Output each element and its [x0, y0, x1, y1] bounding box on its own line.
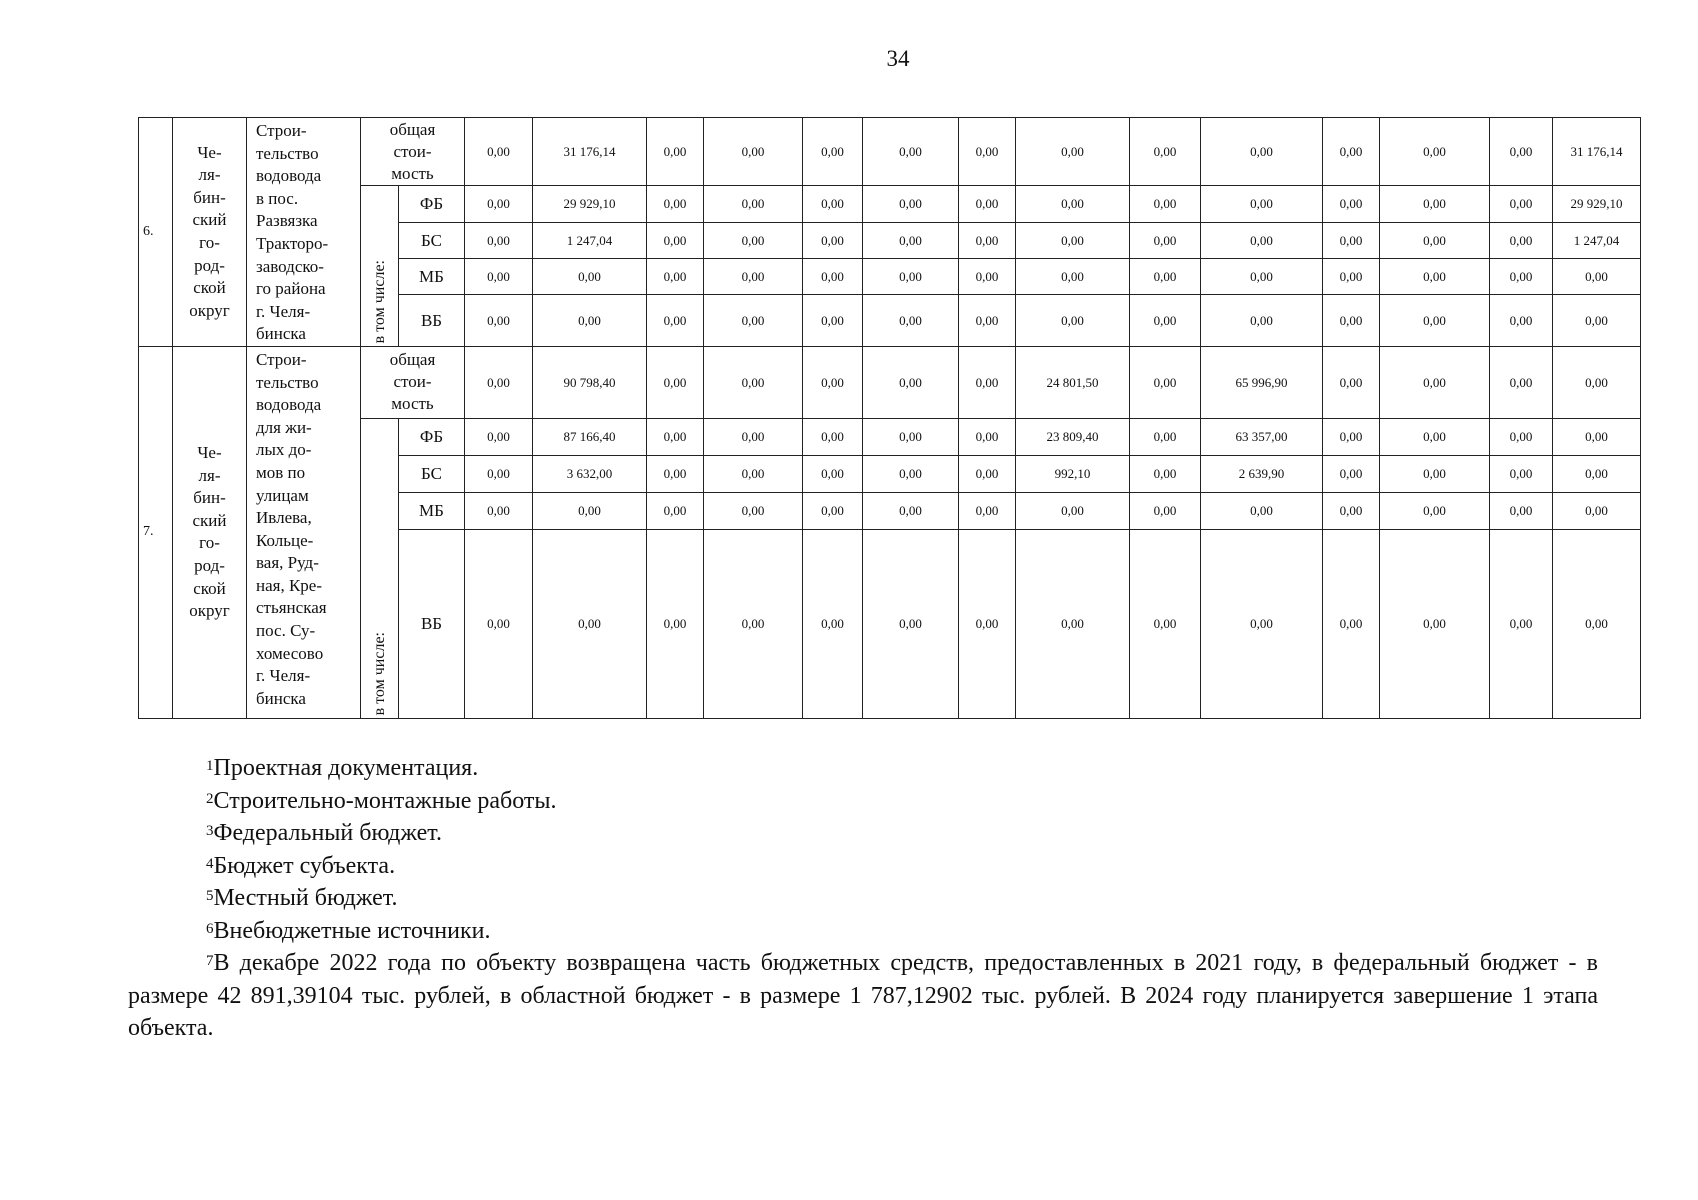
value-cell: 24 801,50: [1016, 346, 1130, 418]
municipality-cell: [173, 118, 247, 347]
value-cell: 0,00: [465, 258, 533, 294]
text-line: мость: [391, 163, 434, 183]
budget-code: ФБ: [399, 186, 465, 223]
value-cell: 0,00: [465, 418, 533, 455]
including-label: в том числе:: [370, 260, 388, 344]
value-cell: 0,00: [647, 418, 704, 455]
object-name-cell: [247, 118, 361, 347]
value-cell: 0,00: [465, 222, 533, 258]
value-cell: 0,00: [704, 294, 803, 346]
value-cell: 0,00: [959, 186, 1016, 223]
value-cell: 0,00: [959, 118, 1016, 186]
value-cell: 0,00: [1323, 294, 1380, 346]
value-cell: 0,00: [863, 186, 959, 223]
value-cell: 0,00: [647, 492, 704, 529]
value-cell: 0,00: [959, 492, 1016, 529]
value-cell: 0,00: [1323, 455, 1380, 492]
text-line: ской: [193, 278, 226, 298]
text-line: улицам: [256, 485, 309, 505]
value-cell: 0,00: [1380, 222, 1490, 258]
text-line: род-: [194, 556, 225, 576]
value-cell: 0,00: [1490, 294, 1553, 346]
value-cell: 0,00: [863, 222, 959, 258]
value-cell: 0,00: [1201, 492, 1323, 529]
value-cell: 29 929,10: [533, 186, 647, 223]
value-cell: 0,00: [1130, 418, 1201, 455]
text-line: общая: [389, 350, 436, 370]
value-cell: 2 639,90: [1201, 455, 1323, 492]
text-line: округ: [189, 300, 230, 320]
value-cell: 23 809,40: [1016, 418, 1130, 455]
footnote-mark: 2: [206, 790, 214, 807]
value-cell: 1 247,04: [1553, 222, 1641, 258]
value-cell: 0,00: [647, 258, 704, 294]
value-cell: 0,00: [1016, 529, 1130, 718]
text-line: Развязка: [256, 211, 318, 231]
value-cell: 31 176,14: [1553, 118, 1641, 186]
text-line: ский: [192, 510, 227, 530]
including-label: в том числе:: [370, 632, 388, 716]
text-line: стьянская: [256, 598, 327, 618]
value-cell: 0,00: [465, 529, 533, 718]
text-line: го-: [199, 232, 220, 252]
value-cell: 0,00: [1323, 186, 1380, 223]
value-cell: 0,00: [1380, 455, 1490, 492]
value-cell: 0,00: [1380, 118, 1490, 186]
text-line: ная, Кре-: [256, 575, 323, 595]
text-line: лых до-: [256, 440, 312, 460]
text-line: Че-: [197, 443, 222, 463]
value-cell: 0,00: [647, 346, 704, 418]
text-line: для жи-: [256, 417, 312, 437]
budget-code: ВБ: [399, 529, 465, 718]
text-line: водовода: [256, 395, 322, 415]
value-cell: 0,00: [1380, 186, 1490, 223]
value-cell: 0,00: [704, 418, 803, 455]
value-cell: 31 176,14: [533, 118, 647, 186]
row-number: 6.: [139, 118, 173, 347]
text-line: мов по: [256, 462, 306, 482]
value-cell: 1 247,04: [533, 222, 647, 258]
value-cell: 0,00: [1130, 222, 1201, 258]
value-cell: 0,00: [1323, 346, 1380, 418]
text-line: заводско-: [256, 256, 324, 276]
value-cell: 0,00: [1016, 294, 1130, 346]
value-cell: 0,00: [465, 186, 533, 223]
value-cell: 0,00: [1380, 294, 1490, 346]
value-cell: 0,00: [1201, 294, 1323, 346]
text-line: стои-: [393, 141, 432, 161]
value-cell: 0,00: [863, 346, 959, 418]
value-cell: 0,00: [465, 346, 533, 418]
value-cell: 0,00: [1490, 258, 1553, 294]
footnote-mark: 7: [206, 953, 214, 969]
value-cell: 0,00: [1490, 222, 1553, 258]
object-name-cell: [247, 346, 361, 718]
value-cell: 0,00: [803, 222, 863, 258]
value-cell: 0,00: [1130, 294, 1201, 346]
value-cell: 0,00: [803, 294, 863, 346]
text-line: пос. Су-: [256, 621, 316, 641]
value-cell: 0,00: [704, 492, 803, 529]
value-cell: 0,00: [1490, 118, 1553, 186]
value-cell: 0,00: [863, 294, 959, 346]
value-cell: 0,00: [1380, 418, 1490, 455]
text-line: ский: [192, 210, 227, 230]
value-cell: 0,00: [465, 455, 533, 492]
footnote-mark: 1: [206, 758, 214, 774]
value-cell: 0,00: [1553, 418, 1641, 455]
value-cell: 0,00: [465, 492, 533, 529]
value-cell: 0,00: [863, 529, 959, 718]
text-line: ля-: [198, 165, 221, 185]
value-cell: 0,00: [1323, 418, 1380, 455]
value-cell: 0,00: [803, 346, 863, 418]
value-cell: 0,00: [1130, 346, 1201, 418]
value-cell: 0,00: [863, 418, 959, 455]
value-cell: 0,00: [1490, 186, 1553, 223]
footnote-mark: 4: [206, 855, 214, 872]
footnote: [128, 752, 1598, 785]
text-line: Че-: [197, 142, 222, 162]
footnote: [128, 850, 1598, 883]
text-line: род-: [194, 255, 225, 275]
footnote-text: Федеральный бюджет.: [213, 820, 442, 846]
text-line: бин-: [193, 187, 226, 207]
text-line: тельство: [256, 143, 319, 163]
footnotes: [128, 752, 1598, 1045]
table-row: [139, 418, 1641, 455]
budget-code: МБ: [399, 258, 465, 294]
footnote-mark: 3: [206, 823, 214, 839]
value-cell: 3 632,00: [533, 455, 647, 492]
text-line: г. Челя-: [256, 301, 311, 321]
value-cell: 0,00: [803, 492, 863, 529]
budget-code: БС: [399, 455, 465, 492]
footnote-text: Проектная документация.: [213, 755, 479, 781]
value-cell: 0,00: [533, 529, 647, 718]
value-cell: 0,00: [1490, 529, 1553, 718]
value-cell: 65 996,90: [1201, 346, 1323, 418]
value-cell: 0,00: [803, 418, 863, 455]
value-cell: 0,00: [959, 258, 1016, 294]
page-number: 34: [886, 46, 910, 71]
value-cell: 0,00: [1016, 186, 1130, 223]
value-cell: 0,00: [959, 455, 1016, 492]
value-cell: 0,00: [465, 118, 533, 186]
value-cell: 90 798,40: [533, 346, 647, 418]
row-number: 7.: [139, 346, 173, 718]
value-cell: 0,00: [647, 118, 704, 186]
total-cost-label: [361, 118, 465, 186]
value-cell: 0,00: [1323, 529, 1380, 718]
value-cell: 0,00: [1490, 455, 1553, 492]
value-cell: 0,00: [1323, 492, 1380, 529]
value-cell: 0,00: [1130, 529, 1201, 718]
investment-table: [138, 117, 1641, 719]
value-cell: 0,00: [647, 222, 704, 258]
value-cell: 0,00: [1323, 258, 1380, 294]
value-cell: 0,00: [704, 455, 803, 492]
value-cell: 0,00: [1553, 294, 1641, 346]
value-cell: 63 357,00: [1201, 418, 1323, 455]
footnote-text: Бюджет субъекта.: [213, 852, 396, 879]
value-cell: 0,00: [533, 492, 647, 529]
text-line: стои-: [393, 372, 432, 392]
text-line: ской: [193, 578, 226, 598]
value-cell: 0,00: [959, 222, 1016, 258]
value-cell: 0,00: [1016, 222, 1130, 258]
footnote-text: В декабре 2022 года по объекту возвращена часть бюджетных средств, предоставленных в 2021 году, в федеральный бюджет - в размере 42 891,39104 тыс. рублей, в областной бюджет - в размере 1 787,12902 тыс. рублей. В 2024 году планируется завершение 1 этапа объекта.: [128, 950, 1598, 1041]
value-cell: 0,00: [704, 529, 803, 718]
text-line: округ: [189, 601, 230, 621]
text-line: вая, Руд-: [256, 553, 319, 573]
total-cost-label: [361, 346, 465, 418]
value-cell: 0,00: [1380, 346, 1490, 418]
table-row: [139, 346, 1641, 418]
value-cell: 0,00: [647, 294, 704, 346]
footnote: [128, 817, 1598, 850]
value-cell: 0,00: [1380, 529, 1490, 718]
footnote: [128, 947, 1598, 1045]
value-cell: 0,00: [1016, 492, 1130, 529]
value-cell: 29 929,10: [1553, 186, 1641, 223]
value-cell: 0,00: [1130, 186, 1201, 223]
value-cell: 0,00: [959, 346, 1016, 418]
value-cell: 0,00: [1201, 258, 1323, 294]
value-cell: 0,00: [803, 455, 863, 492]
value-cell: 87 166,40: [533, 418, 647, 455]
value-cell: 0,00: [533, 294, 647, 346]
value-cell: 0,00: [1490, 346, 1553, 418]
value-cell: 0,00: [704, 258, 803, 294]
budget-code: ВБ: [399, 294, 465, 346]
text-line: ля-: [198, 465, 221, 485]
text-line: Тракторо-: [256, 233, 329, 253]
value-cell: 0,00: [1380, 492, 1490, 529]
value-cell: 0,00: [647, 455, 704, 492]
value-cell: 0,00: [803, 529, 863, 718]
text-line: общая: [389, 119, 436, 139]
text-line: Ивлева,: [256, 508, 312, 528]
value-cell: 0,00: [863, 492, 959, 529]
footnote: [128, 882, 1598, 915]
value-cell: 0,00: [1016, 118, 1130, 186]
budget-code: МБ: [399, 492, 465, 529]
value-cell: 0,00: [704, 346, 803, 418]
value-cell: 0,00: [1490, 492, 1553, 529]
value-cell: 0,00: [863, 455, 959, 492]
text-line: бинска: [256, 688, 306, 708]
text-line: г. Челя-: [256, 666, 311, 686]
value-cell: 0,00: [1323, 222, 1380, 258]
text-line: го-: [199, 533, 220, 553]
table-row: [139, 186, 1641, 223]
value-cell: 0,00: [1553, 529, 1641, 718]
value-cell: 992,10: [1016, 455, 1130, 492]
value-cell: 0,00: [1553, 258, 1641, 294]
footnote-mark: 5: [206, 888, 214, 904]
budget-code: БС: [399, 222, 465, 258]
including-label-cell: [361, 186, 399, 347]
footnote: [128, 785, 1598, 818]
value-cell: 0,00: [1553, 346, 1641, 418]
value-cell: 0,00: [1016, 258, 1130, 294]
text-line: го района: [256, 279, 326, 299]
value-cell: 0,00: [959, 294, 1016, 346]
text-line: Кольце-: [256, 530, 314, 550]
value-cell: 0,00: [1201, 186, 1323, 223]
value-cell: 0,00: [1130, 258, 1201, 294]
value-cell: 0,00: [863, 258, 959, 294]
footnote-text: Местный бюджет.: [213, 885, 398, 911]
text-line: Строи-: [256, 349, 307, 369]
text-line: мость: [391, 394, 434, 414]
text-line: бинска: [256, 324, 306, 344]
text-line: хомесово: [256, 643, 324, 663]
text-line: в пос.: [256, 188, 299, 208]
text-line: бин-: [193, 488, 226, 508]
value-cell: 0,00: [1201, 118, 1323, 186]
value-cell: 0,00: [647, 529, 704, 718]
budget-code: ФБ: [399, 418, 465, 455]
value-cell: 0,00: [1323, 118, 1380, 186]
value-cell: 0,00: [1130, 118, 1201, 186]
table-row: [139, 118, 1641, 186]
footnote: [128, 915, 1598, 948]
value-cell: 0,00: [704, 118, 803, 186]
value-cell: 0,00: [959, 418, 1016, 455]
value-cell: 0,00: [704, 186, 803, 223]
footnote-mark: 6: [206, 920, 214, 937]
value-cell: 0,00: [863, 118, 959, 186]
value-cell: 0,00: [1201, 222, 1323, 258]
value-cell: 0,00: [1553, 455, 1641, 492]
value-cell: 0,00: [704, 222, 803, 258]
value-cell: 0,00: [959, 529, 1016, 718]
value-cell: 0,00: [803, 258, 863, 294]
value-cell: 0,00: [465, 294, 533, 346]
municipality-cell: [173, 346, 247, 718]
value-cell: 0,00: [1130, 492, 1201, 529]
value-cell: 0,00: [1201, 529, 1323, 718]
text-line: водовода: [256, 166, 322, 186]
text-line: тельство: [256, 372, 319, 392]
value-cell: 0,00: [803, 118, 863, 186]
value-cell: 0,00: [803, 186, 863, 223]
footnote-text: Строительно-монтажные работы.: [213, 787, 557, 814]
value-cell: 0,00: [533, 258, 647, 294]
text-line: Строи-: [256, 121, 307, 140]
value-cell: 0,00: [1380, 258, 1490, 294]
value-cell: 0,00: [1553, 492, 1641, 529]
value-cell: 0,00: [1490, 418, 1553, 455]
value-cell: 0,00: [1130, 455, 1201, 492]
including-label-cell: [361, 418, 399, 718]
footnote-text: Внебюджетные источники.: [213, 917, 491, 944]
value-cell: 0,00: [647, 186, 704, 223]
